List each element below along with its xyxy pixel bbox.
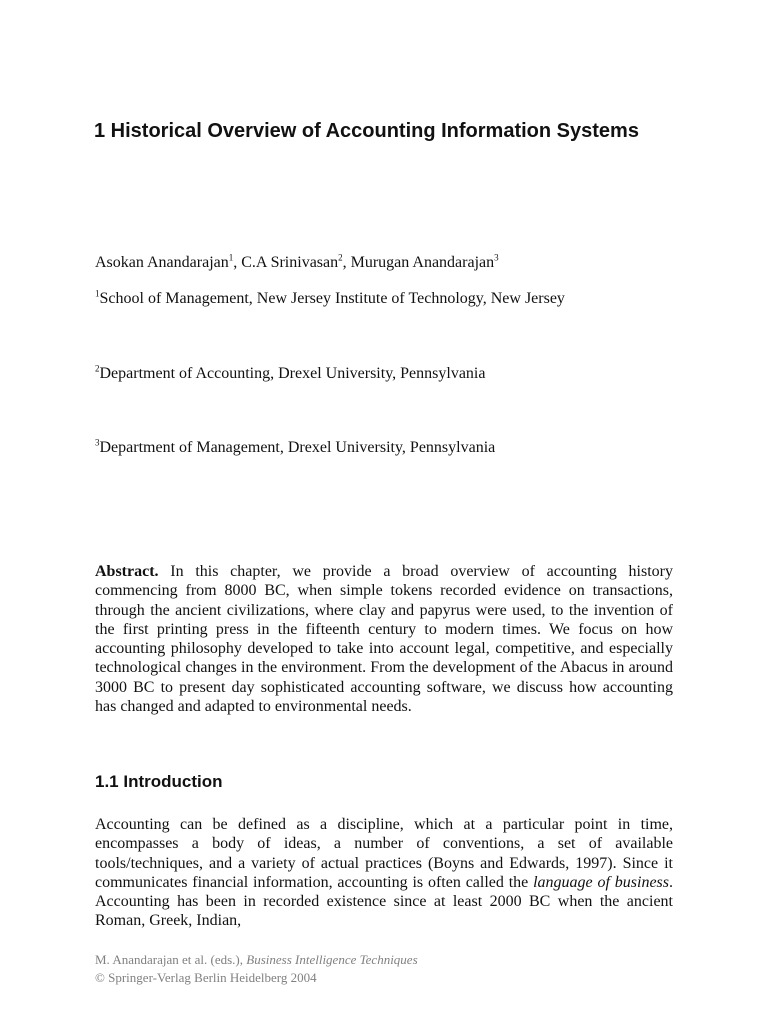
abstract-label: Abstract. (95, 563, 159, 580)
publication-footer (95, 951, 418, 987)
intro-text-part: Accounting can be defined as a discipline, which at a particular point in time, encompasses a body of ideas, a number of conventions, a set of available tools/techniques, and a variety of actual practices (Boyns and Edwards, 1997). Since it communicates financial information, accounting is often called the (95, 816, 673, 891)
footer-editors: M. Anandarajan et al. (eds.), (95, 952, 247, 967)
author-name: C.A Srinivasan (241, 254, 339, 271)
author-list (95, 253, 499, 273)
section-heading: 1.1 Introduction (95, 772, 223, 791)
author-separator: , (342, 254, 351, 271)
affiliation-text: Department of Accounting, Drexel University, Pennsylvania (99, 365, 486, 382)
abstract (95, 562, 673, 716)
affiliation-3 (95, 438, 495, 458)
footer-citation (95, 951, 418, 969)
intro-text-part: . Accounting has been in recorded existence since at least 2000 BC when the ancient Roman, Greek, Indian, (95, 873, 674, 930)
affiliation-text: Department of Management, Drexel University, Pennsylvania (99, 439, 496, 456)
introduction-paragraph (95, 815, 673, 931)
abstract-text: In this chapter, we provide a broad overview of accounting history commencing from 8000 BC, when simple tokens recorded evidence on transactions, through the ancient civilizations, where clay and papyrus were used, to the invention of the first printing press in the fifteenth century to modern times. We focus on how accounting philosophy developed to take into account legal, competitive, and especially technological changes in the environment. From the development of the Abacus in around 3000 BC to present day sophisticated accounting software, we discuss how accounting has changed and adapted to environmental needs. (95, 563, 673, 716)
author-name: Murugan Anandarajan (350, 254, 495, 271)
author-name: Asokan Anandarajan (95, 254, 229, 271)
affiliation-marker: 3 (95, 437, 100, 448)
footer-copyright: © Springer-Verlag Berlin Heidelberg 2004 (95, 970, 317, 985)
affiliation-2 (95, 364, 485, 384)
chapter-title: 1 Historical Overview of Accounting Information Systems (94, 120, 639, 142)
author-affiliation-marker: 2 (338, 252, 343, 263)
affiliation-text: School of Management, New Jersey Institute of Technology, New Jersey (99, 290, 565, 307)
author-affiliation-marker: 3 (494, 252, 499, 263)
author-affiliation-marker: 1 (228, 252, 234, 263)
intro-italic-term: language of business (533, 873, 670, 891)
footer-book-title: Business Intelligence Techniques (246, 952, 418, 967)
author-separator: , (233, 254, 242, 271)
affiliation-marker: 2 (95, 363, 100, 374)
affiliation-marker: 1 (95, 288, 100, 299)
affiliation-1 (95, 289, 565, 309)
